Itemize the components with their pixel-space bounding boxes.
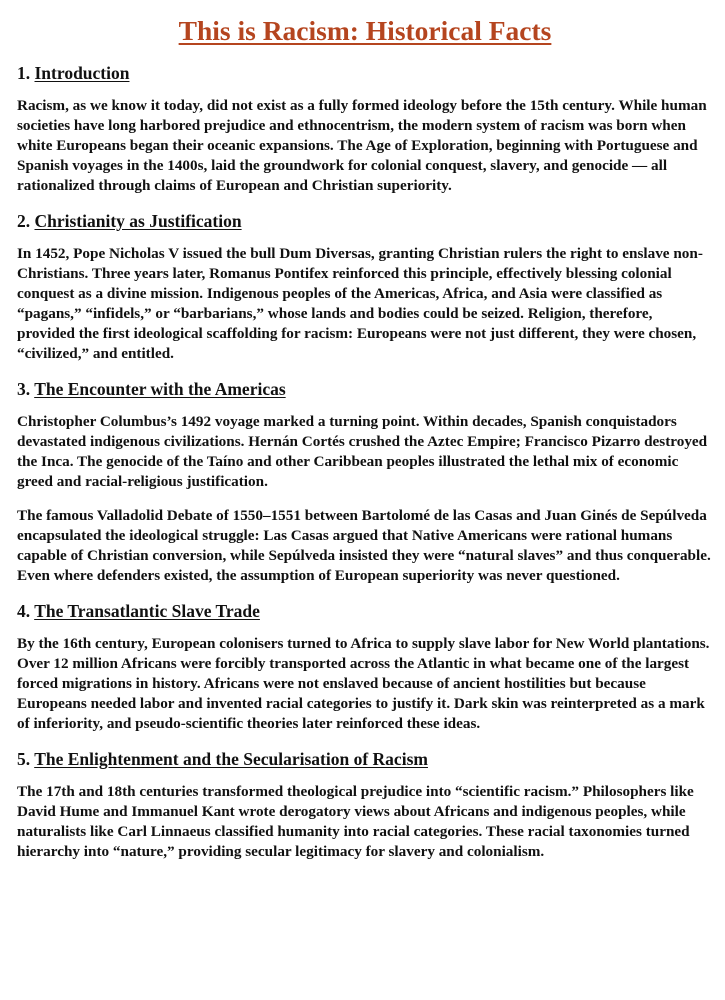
paragraph: The 17th and 18th centuries transformed theological prejudice into “scientific racism.” Philosophers like David Hume and Immanuel Kant wrote derogatory views about Africans and indigenous peoples, while naturalists like Carl Linnaeus classified humanity into racial categories. These racial taxonomies turned hierarchy into “nature,” providing secular legitimacy for slavery and colonialism. <box>17 783 694 860</box>
section-heading <box>17 210 713 232</box>
section-title: Christianity as Justification <box>34 211 242 231</box>
section-heading <box>17 62 713 84</box>
section-introduction <box>17 62 713 196</box>
section-enlightenment <box>17 748 713 862</box>
document-title: This is Racism: Historical Facts <box>178 15 552 46</box>
paragraph: The famous Valladolid Debate of 1550–1551 between Bartolomé de las Casas and Juan Ginés de Sepúlveda encapsulated the ideological struggle: Las Casas argued that Native Americans were rational humans capable of Christian conversion, while Sepúlveda insisted they were “natural slaves” and thus conquerable. Even where defenders existed, the assumption of European superiority was never questioned. <box>17 507 711 584</box>
paragraph: By the 16th century, European colonisers turned to Africa to supply slave labor for New World plantations. Over 12 million Africans were forcibly transported across the Atlantic in what became one of the largest forced migrations in history. Africans were not enslaved because of ancient hostilities but because Europeans needed labor and invented racial categories to justify it. Dark skin was reinterpreted as a mark of inferiority, and pseudo-scientific theories later reinforced these ideas. <box>17 635 710 732</box>
section-slave-trade <box>17 600 713 734</box>
section-title: Introduction <box>34 63 130 83</box>
section-number: 2. <box>17 211 31 231</box>
paragraph: Racism, as we know it today, did not exist as a fully formed ideology before the 15th century. While human societies have long harbored prejudice and ethnocentrism, the modern system of racism was born when white Europeans began their oceanic expansions. The Age of Exploration, beginning with Portuguese and Spanish voyages in the 1400s, laid the groundwork for colonial conquest, slavery, and genocide — all rationalized through claims of European and Christian superiority. <box>17 97 707 194</box>
section-heading <box>17 748 713 770</box>
section-number: 3. <box>17 379 31 399</box>
paragraph: Christopher Columbus’s 1492 voyage marked a turning point. Within decades, Spanish conquistadors devastated indigenous civilizations. Hernán Cortés crushed the Aztec Empire; Francisco Pizarro destroyed the Inca. The genocide of the Taíno and other Caribbean peoples illustrated the lethal mix of economic greed and racial-religious justification. <box>17 413 708 490</box>
section-title: The Encounter with the Americas <box>34 379 286 399</box>
paragraph: In 1452, Pope Nicholas V issued the bull Dum Diversas, granting Christian rulers the right to enslave non-Christians. Three years later, Romanus Pontifex reinforced this principle, effectively blessing colonial conquest as a divine mission. Indigenous peoples of the Americas, Africa, and Asia were classified as “pagans,” “infidels,” or “barbarians,” whose lands and bodies could be seized. Religion, therefore, provided the first ideological scaffolding for racism: Europeans were not just different, they were chosen, “civilized,” and entitled. <box>17 245 703 362</box>
section-number: 1. <box>17 63 31 83</box>
section-americas <box>17 378 713 586</box>
section-title: The Transatlantic Slave Trade <box>34 601 260 621</box>
section-number: 4. <box>17 601 31 621</box>
section-heading <box>17 378 713 400</box>
section-number: 5. <box>17 749 31 769</box>
section-title: The Enlightenment and the Secularisation of Racism <box>34 749 428 769</box>
section-christianity <box>17 210 713 364</box>
section-heading <box>17 600 713 622</box>
